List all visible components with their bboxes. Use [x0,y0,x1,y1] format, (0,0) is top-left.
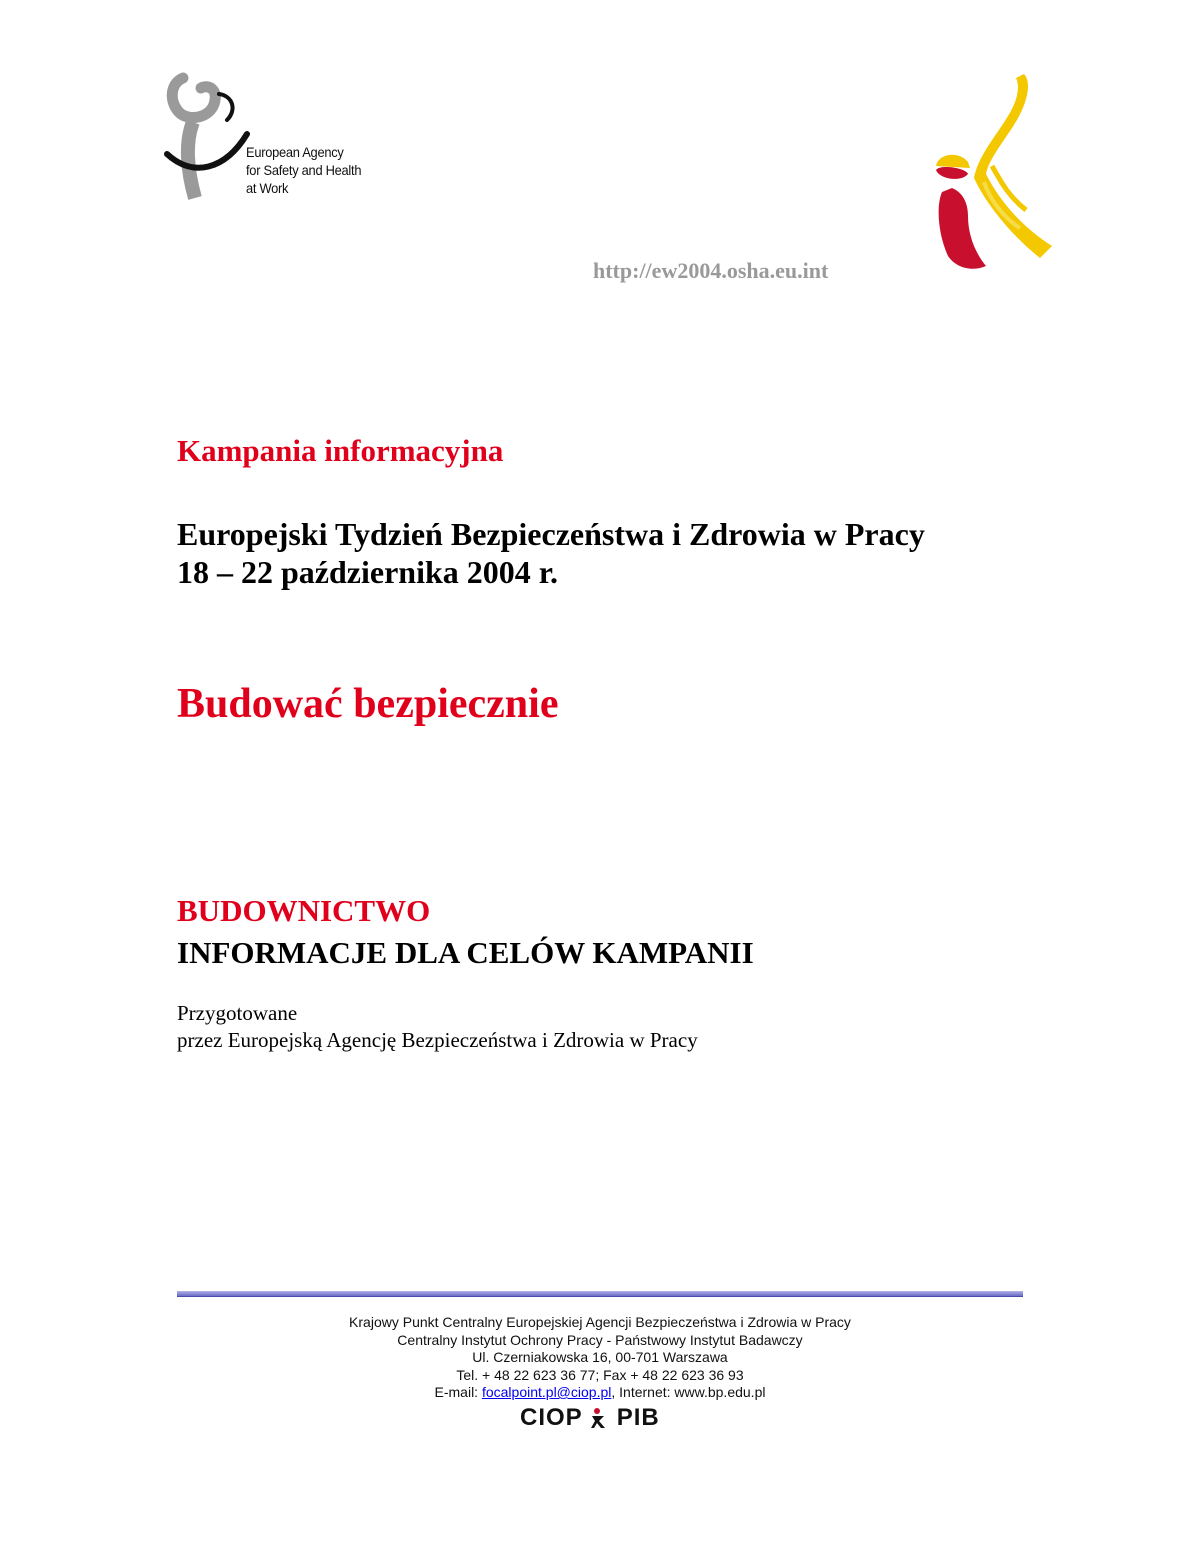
pib-logo-text: PIB [616,1404,660,1431]
email-label: E-mail: [434,1384,482,1400]
prepared-author: przez Europejską Agencję Bezpieczeństwa i Zdrowia w Pracy [177,1028,698,1052]
internet-text: , Internet: www.bp.edu.pl [611,1384,766,1400]
sector-heading: BUDOWNICTWO [177,893,431,928]
footer-line: Krajowy Punkt Centralny Europejskiej Agencji Bezpieczeństwa i Zdrowia w Pracy [349,1314,851,1330]
footer-divider [177,1291,1023,1297]
prepared-by [177,1000,698,1054]
event-dates: 18 – 22 października 2004 r. [177,554,559,590]
footer-line: Centralny Instytut Ochrony Pracy - Państwowy Instytut Badawczy [397,1331,803,1348]
campaign-slogan: Budować bezpiecznie [177,681,559,727]
construction-worker-icon [928,70,1058,275]
agency-name-line: at Work [246,180,289,196]
footer-line: Tel. + 48 22 623 36 77; Fax + 48 22 623 36 93 [456,1366,744,1383]
agency-name-line: for Safety and Health [246,162,362,178]
prepared-label: Przygotowane [177,1001,298,1025]
campaign-url: http://ew2004.osha.eu.int [593,258,829,283]
safety-week-logo [928,70,1058,275]
footer-email-line [200,1384,1000,1402]
agency-name [246,143,361,197]
email-link[interactable]: focalpoint.pl@ciop.pl [481,1384,612,1400]
footer-line: Ul. Czerniakowska 16, 00-701 Warszawa [472,1349,728,1365]
ciop-logo-text: CIOP [520,1404,583,1431]
footer-contact [200,1314,1000,1402]
ciop-figure-icon [589,1407,611,1429]
ciop-pib-logo [520,1405,660,1431]
event-title-name: Europejski Tydzień Bezpieczeństwa i Zdrowia w Pracy [177,516,925,552]
agency-swirl-icon [163,70,253,205]
agency-name-line: European Agency [246,144,344,160]
event-title [177,515,925,591]
campaign-label: Kampania informacyjna [177,433,504,468]
document-type-heading: INFORMACJE DLA CELÓW KAMPANII [177,935,754,970]
